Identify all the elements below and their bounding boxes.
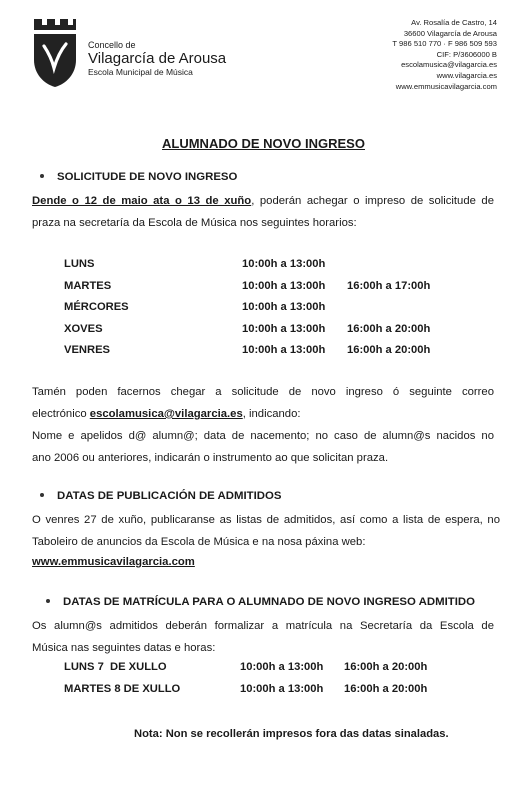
email-link[interactable]: escolamusica@vilagarcia.es bbox=[89, 408, 243, 420]
address-line: escolamusica@vilagarcia.es bbox=[401, 60, 497, 70]
logo-line-1: Concello de bbox=[88, 40, 136, 50]
bullet-icon bbox=[40, 493, 44, 497]
matricula-line-2: Música nas seguintes datas e horas: bbox=[32, 642, 216, 654]
publicacion-line-1: O venres 27 de xuño, publicaranse as listas de admitidos, así como a lista de espera, no bbox=[32, 514, 500, 526]
bullet-icon bbox=[46, 599, 50, 603]
paragraph-solicitude-line-1 bbox=[32, 190, 494, 212]
dates-text: Dende o 12 de maio ata o 13 de xuño bbox=[32, 195, 252, 207]
heading-text: SOLICITUDE DE NOVO INGRESO bbox=[57, 171, 238, 183]
schedule-day: LUNS bbox=[64, 258, 95, 270]
schedule-row bbox=[64, 661, 464, 683]
schedule-day: MÉRCORES bbox=[64, 301, 129, 313]
heading-text: DATAS DE PUBLICACIÓN DE ADMITIDOS bbox=[57, 490, 282, 502]
address-line: T 986 510 770 · F 986 509 593 bbox=[392, 39, 497, 49]
schedule-table bbox=[64, 258, 464, 366]
schedule-day: LUNS 7 DE XULLO bbox=[64, 661, 167, 673]
address-block bbox=[392, 18, 497, 92]
heading-text: DATAS DE MATRÍCULA PARA O ALUMNADO DE NOVO INGRESO ADMITIDO bbox=[63, 596, 475, 608]
website-link[interactable]: www.emmusicavilagarcia.com bbox=[32, 556, 195, 568]
schedule-afternoon: 16:00h a 17:00h bbox=[347, 279, 431, 292]
logo bbox=[32, 16, 232, 88]
schedule-morning: 10:00h a 13:00h bbox=[242, 258, 326, 270]
section-heading-matricula bbox=[46, 596, 475, 608]
publicacion-line-2: Taboleiro de anuncios da Escola de Música e na nosa páxina web: bbox=[32, 536, 366, 548]
paragraph-text: , indicando: bbox=[242, 408, 301, 420]
schedule-morning: 10:00h a 13:00h bbox=[242, 344, 326, 356]
address-line: Av. Rosalía de Castro, 14 bbox=[411, 18, 497, 27]
schedule-afternoon: 16:00h a 20:00h bbox=[347, 344, 431, 356]
schedule-day: MARTES bbox=[64, 279, 112, 292]
schedule-day: XOVES bbox=[64, 322, 103, 335]
logo-line-3: Escola Municipal de Música bbox=[88, 67, 193, 77]
section-heading-solicitude bbox=[40, 171, 237, 183]
schedule-morning: 10:00h a 13:00h bbox=[242, 279, 326, 292]
logo-line-2: Vilagarcía de Arousa bbox=[88, 50, 227, 67]
address-line: www.emmusicavilagarcia.com bbox=[395, 81, 497, 91]
schedule-afternoon: 16:00h a 20:00h bbox=[344, 683, 428, 695]
schedule-day: MARTES 8 DE XULLO bbox=[64, 683, 181, 695]
paragraph-solicitude-line-2: praza na secretaría da Escola de Música nos seguintes horarios: bbox=[32, 217, 357, 229]
address-line: 36600 Vilagarcía de Arousa bbox=[403, 28, 497, 38]
schedule-row bbox=[64, 258, 464, 280]
schedule-row bbox=[64, 344, 464, 366]
crest-icon bbox=[32, 16, 78, 88]
footer-note: Nota: Non se recollerán impresos fora das datas sinaladas. bbox=[134, 728, 449, 740]
schedule-morning: 10:00h a 13:00h bbox=[240, 661, 324, 673]
schedule-day: VENRES bbox=[64, 344, 111, 356]
address-line: CIF: P/3606000 B bbox=[436, 49, 497, 59]
schedule-row bbox=[64, 301, 464, 323]
bullet-icon bbox=[40, 174, 44, 178]
page-title: ALUMNADO DE NOVO INGRESO bbox=[162, 136, 365, 151]
email-paragraph-line-2 bbox=[32, 403, 301, 425]
schedule-morning: 10:00h a 13:00h bbox=[242, 301, 326, 313]
info-paragraph-line-1: Nome e apelidos d@ alumn@; data de nacemento; no caso de alumn@s nacidos no bbox=[32, 430, 494, 442]
schedule-afternoon: 16:00h a 20:00h bbox=[344, 661, 428, 673]
paragraph-text: , poderán achegar o impreso de solicitude de bbox=[251, 195, 494, 207]
schedule-morning: 10:00h a 13:00h bbox=[242, 322, 326, 335]
schedule-morning: 10:00h a 13:00h bbox=[240, 683, 324, 695]
info-paragraph-line-2: ano 2006 ou anteriores, indicarán o instrumento ao que solicitan praza. bbox=[32, 452, 389, 464]
address-line: www.vilagarcia.es bbox=[436, 70, 497, 80]
section-heading-publicacion bbox=[40, 490, 281, 502]
matricula-line-1: Os alumn@s admitidos deberán formalizar a matrícula na Secretaría da Escola de bbox=[32, 620, 494, 632]
email-paragraph-line-1: Tamén poden facernos chegar a solicitude de novo ingreso ó seguinte correo bbox=[32, 386, 494, 398]
paragraph-text: electrónico bbox=[32, 408, 90, 420]
schedule-row bbox=[64, 280, 464, 302]
schedule-row bbox=[64, 323, 464, 345]
matricula-schedule-table bbox=[64, 661, 464, 705]
schedule-afternoon: 16:00h a 20:00h bbox=[347, 322, 431, 335]
schedule-row bbox=[64, 683, 464, 705]
